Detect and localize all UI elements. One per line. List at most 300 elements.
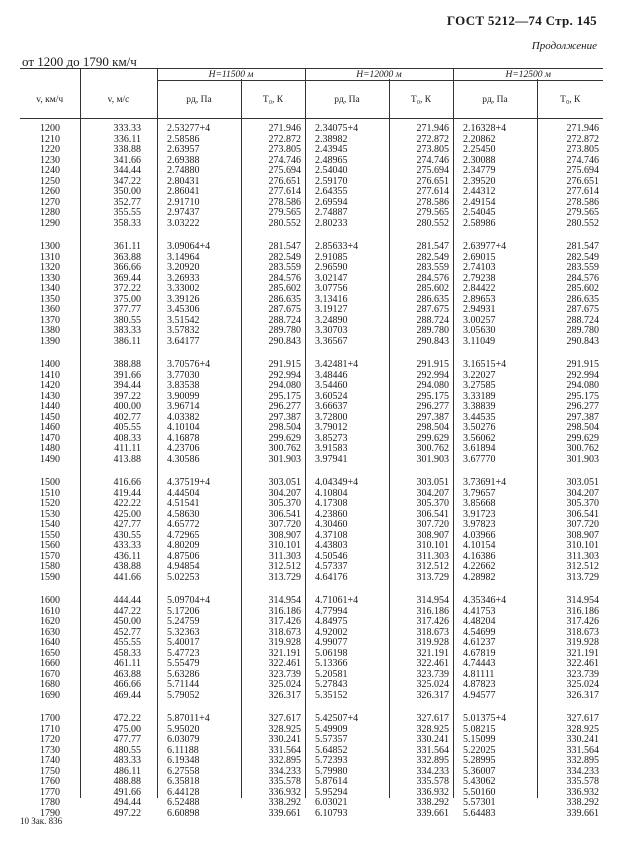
cell-pd: 3.97941 <box>315 453 348 465</box>
cell-pd: 2.54045 <box>463 207 496 218</box>
cell-t0: 288.724 <box>416 314 449 326</box>
cell-pd: 5.09704+4 <box>167 595 211 606</box>
cell-v-ms: 411.11 <box>114 443 141 454</box>
cell-t0: 336.932 <box>566 786 599 798</box>
cell-v-kmh: 1360 <box>40 304 60 315</box>
cell-t0: 291.915 <box>268 359 301 370</box>
cell-pd: 5.27843 <box>315 679 348 690</box>
table-row <box>20 520 603 531</box>
col-t0-3: T₀, К <box>537 81 603 120</box>
cell-pd: 4.23706 <box>167 443 200 454</box>
cell-v-ms: 438.88 <box>113 561 141 572</box>
cell-pd: 5.15099 <box>463 734 496 745</box>
cell-pd: 3.22027 <box>463 369 496 381</box>
cell-pd: 3.42481+4 <box>315 359 359 370</box>
cell-pd: 4.37108 <box>315 529 348 541</box>
cell-pd: 3.90099 <box>167 390 200 402</box>
group-h12000: H=12000 м <box>305 69 453 81</box>
cell-t0: 305.370 <box>566 498 599 509</box>
speed-range-label: от 1200 до 1790 км/ч <box>22 54 137 69</box>
cell-v-ms: 383.33 <box>113 325 141 336</box>
cell-pd: 4.50546 <box>315 550 348 562</box>
cell-pd: 3.77030 <box>167 369 200 381</box>
cell-t0: 298.504 <box>566 422 599 433</box>
cell-v-kmh: 1350 <box>40 293 60 305</box>
cell-t0: 325.024 <box>416 679 449 690</box>
cell-pd: 4.22662 <box>463 561 496 572</box>
cell-v-kmh: 1670 <box>40 668 60 680</box>
col-v-ms: v, м/с <box>80 81 157 120</box>
cell-pd: 4.65772 <box>167 519 200 530</box>
cell-t0: 301.903 <box>416 453 449 465</box>
cell-t0: 274.746 <box>566 154 599 166</box>
cell-pd: 3.96714 <box>167 401 200 412</box>
cell-pd: 6.35818 <box>167 776 200 787</box>
table-row <box>20 423 603 434</box>
cell-t0: 271.946 <box>268 123 301 134</box>
cell-t0: 276.651 <box>268 175 301 187</box>
cell-t0: 284.576 <box>566 272 599 284</box>
table-row <box>20 392 603 403</box>
cell-pd: 6.11188 <box>167 744 199 756</box>
cell-v-ms: 336.11 <box>113 133 141 145</box>
table-row <box>20 638 603 649</box>
cell-t0: 288.724 <box>268 314 301 326</box>
cell-pd: 4.94854 <box>167 561 200 572</box>
cell-v-kmh: 1230 <box>40 154 60 166</box>
cell-t0: 298.504 <box>268 422 301 433</box>
table-body <box>20 124 603 819</box>
cell-v-kmh: 1400 <box>40 359 60 370</box>
cell-t0: 296.277 <box>268 401 301 412</box>
cell-pd: 2.85633+4 <box>315 241 359 252</box>
cell-pd: 3.20920 <box>167 262 200 273</box>
cell-t0: 300.762 <box>416 443 449 454</box>
table-row <box>20 735 603 746</box>
cell-t0: 332.895 <box>416 755 449 766</box>
cell-v-ms: 425.00 <box>113 508 141 520</box>
cell-pd: 2.69594 <box>315 196 348 208</box>
cell-v-ms: 391.66 <box>113 369 141 381</box>
cell-t0: 280.552 <box>566 217 599 229</box>
cell-t0: 272.872 <box>268 133 301 145</box>
table-row <box>20 263 603 274</box>
cell-pd: 2.97437 <box>167 207 200 218</box>
block-gap <box>20 229 603 242</box>
cell-pd: 5.02253 <box>167 571 200 583</box>
cell-pd: 2.91710 <box>167 196 200 208</box>
cell-pd: 3.05630 <box>463 325 496 336</box>
cell-v-ms: 352.77 <box>113 196 141 208</box>
cell-t0: 297.387 <box>416 411 449 423</box>
cell-t0: 290.843 <box>566 335 599 347</box>
cell-v-ms: 347.22 <box>113 175 141 187</box>
cell-t0: 326.317 <box>566 689 599 701</box>
cell-v-kmh: 1620 <box>40 616 60 627</box>
cell-t0: 321.191 <box>566 647 599 659</box>
cell-pd: 5.20581 <box>315 668 348 680</box>
cell-v-kmh: 1510 <box>40 487 60 499</box>
cell-pd: 4.16878 <box>167 432 200 444</box>
cell-pd: 5.71144 <box>167 679 200 690</box>
cell-v-kmh: 1260 <box>40 186 60 197</box>
cell-pd: 3.45306 <box>167 304 200 315</box>
cell-v-ms: 388.88 <box>113 359 141 370</box>
cell-pd: 4.74443 <box>463 658 496 669</box>
cell-v-ms: 436.11 <box>113 550 141 562</box>
cell-v-ms: 444.44 <box>113 595 141 606</box>
cell-pd: 4.72965 <box>167 529 200 541</box>
cell-pd: 4.03966 <box>463 529 496 541</box>
cell-v-ms: 341.66 <box>113 154 141 166</box>
page-number: Стр. 145 <box>545 13 597 28</box>
block-gap <box>20 701 603 714</box>
cell-v-kmh: 1600 <box>40 595 60 606</box>
cell-v-kmh: 1390 <box>40 335 60 347</box>
cell-t0: 299.629 <box>566 432 599 444</box>
table-row <box>20 156 603 167</box>
cell-t0: 285.602 <box>268 283 301 294</box>
cell-v-kmh: 1590 <box>40 571 60 583</box>
cell-t0: 313.729 <box>268 571 301 583</box>
cell-t0: 291.915 <box>416 359 449 370</box>
cell-t0: 296.277 <box>566 401 599 412</box>
cell-pd: 5.32363 <box>167 626 200 638</box>
cell-pd: 4.35346+4 <box>463 595 507 606</box>
cell-pd: 4.81111 <box>463 668 495 680</box>
cell-pd: 3.72800 <box>315 411 348 423</box>
cell-v-kmh: 1270 <box>40 196 60 208</box>
table-row <box>20 455 603 466</box>
cell-t0: 295.175 <box>416 390 449 402</box>
cell-pd: 5.06198 <box>315 647 348 659</box>
cell-pd: 3.97823 <box>463 519 496 530</box>
cell-v-kmh: 1770 <box>40 786 60 798</box>
cell-v-ms: 377.77 <box>113 304 141 315</box>
table-block <box>20 478 603 583</box>
cell-v-kmh: 1320 <box>40 262 60 273</box>
cell-t0: 306.541 <box>268 508 301 520</box>
cell-v-ms: 491.66 <box>113 786 141 798</box>
cell-v-kmh: 1750 <box>40 765 60 777</box>
table-row <box>20 489 603 500</box>
cell-t0: 316.186 <box>566 605 599 617</box>
cell-t0: 290.843 <box>268 335 301 347</box>
table-row <box>20 691 603 702</box>
cell-v-ms: 422.22 <box>113 498 141 509</box>
cell-t0: 273.805 <box>416 144 449 155</box>
cell-t0: 288.724 <box>566 314 599 326</box>
cell-v-ms: 369.44 <box>113 272 141 284</box>
cell-t0: 301.903 <box>566 453 599 465</box>
cell-t0: 311.303 <box>416 550 449 562</box>
cell-pd: 3.70576+4 <box>167 359 211 370</box>
cell-pd: 2.34779 <box>463 165 496 176</box>
cell-v-kmh: 1450 <box>40 411 60 423</box>
cell-t0: 311.303 <box>566 550 599 562</box>
cell-pd: 5.17206 <box>167 605 200 617</box>
cell-pd: 4.48204 <box>463 616 496 627</box>
cell-pd: 3.14964 <box>167 251 200 263</box>
cell-pd: 2.80233 <box>315 217 348 229</box>
cell-v-ms: 355.55 <box>113 207 141 218</box>
cell-pd: 3.54460 <box>315 380 348 391</box>
cell-v-ms: 400.00 <box>113 401 141 412</box>
cell-v-ms: 433.33 <box>113 540 141 551</box>
cell-pd: 6.03079 <box>167 734 200 745</box>
cell-v-ms: 458.33 <box>113 647 141 659</box>
cell-t0: 331.564 <box>566 744 599 756</box>
table-row <box>20 166 603 177</box>
cell-v-kmh: 1700 <box>40 713 60 724</box>
cell-t0: 298.504 <box>416 422 449 433</box>
cell-v-kmh: 1370 <box>40 314 60 326</box>
table-row <box>20 124 603 135</box>
cell-t0: 314.954 <box>566 595 599 606</box>
table-row <box>20 187 603 198</box>
cell-t0: 279.565 <box>416 207 449 218</box>
cell-t0: 304.207 <box>416 487 449 499</box>
cell-v-kmh: 1200 <box>40 123 60 134</box>
continuation-label: Продолжение <box>531 40 597 52</box>
cell-t0: 289.780 <box>268 325 301 336</box>
cell-pd: 2.44312 <box>463 186 496 197</box>
table-row <box>20 562 603 573</box>
cell-t0: 339.661 <box>268 807 301 819</box>
cell-t0: 277.614 <box>268 186 301 197</box>
cell-v-ms: 358.33 <box>113 217 141 229</box>
cell-pd: 3.66637 <box>315 401 348 412</box>
table-row <box>20 531 603 542</box>
cell-pd: 2.79238 <box>463 272 496 284</box>
cell-v-ms: 472.22 <box>113 713 141 724</box>
cell-t0: 310.101 <box>566 540 599 551</box>
cell-pd: 3.07756 <box>315 283 348 294</box>
cell-pd: 2.34075+4 <box>315 123 359 134</box>
cell-v-kmh: 1340 <box>40 283 60 294</box>
table-row <box>20 360 603 371</box>
table-row <box>20 809 603 820</box>
cell-v-ms: 372.22 <box>113 283 141 294</box>
cell-t0: 292.994 <box>268 369 301 381</box>
cell-t0: 317.426 <box>566 616 599 627</box>
cell-t0: 276.651 <box>566 175 599 187</box>
cell-t0: 282.549 <box>268 251 301 263</box>
cell-t0: 306.541 <box>566 508 599 520</box>
cell-t0: 318.673 <box>566 626 599 638</box>
cell-t0: 339.661 <box>416 807 449 819</box>
table-block <box>20 714 603 819</box>
cell-v-ms: 380.55 <box>113 314 141 326</box>
cell-pd: 3.16515+4 <box>463 359 507 370</box>
cell-t0: 328.925 <box>566 723 599 735</box>
cell-v-ms: 419.44 <box>113 487 141 499</box>
cell-pd: 5.08215 <box>463 723 496 735</box>
cell-v-kmh: 1240 <box>40 165 60 176</box>
cell-t0: 311.303 <box>268 550 301 562</box>
table-row <box>20 371 603 382</box>
cell-pd: 3.36567 <box>315 335 348 347</box>
cell-v-ms: 447.22 <box>113 605 141 617</box>
cell-v-ms: 413.88 <box>113 453 141 465</box>
cell-pd: 2.64355 <box>315 186 348 197</box>
cell-v-ms: 463.88 <box>113 668 141 680</box>
cell-t0: 285.602 <box>566 283 599 294</box>
cell-t0: 325.024 <box>566 679 599 690</box>
cell-t0: 289.780 <box>416 325 449 336</box>
cell-pd: 5.01375+4 <box>463 713 507 724</box>
cell-t0: 284.576 <box>268 272 301 284</box>
table-header <box>20 68 603 119</box>
cell-t0: 330.241 <box>416 734 449 745</box>
cell-t0: 314.954 <box>268 595 301 606</box>
cell-v-kmh: 1520 <box>40 498 60 509</box>
cell-pd: 3.85273 <box>315 432 348 444</box>
cell-v-kmh: 1720 <box>40 734 60 745</box>
cell-pd: 5.50160 <box>463 786 496 798</box>
cell-t0: 336.932 <box>416 786 449 798</box>
table-block <box>20 124 603 229</box>
cell-t0: 273.805 <box>268 144 301 155</box>
cell-v-ms: 455.55 <box>113 637 141 648</box>
cell-t0: 318.673 <box>268 626 301 638</box>
cell-t0: 286.635 <box>268 293 301 305</box>
cell-t0: 321.191 <box>268 647 301 659</box>
cell-pd: 3.13416 <box>315 293 348 305</box>
table-row <box>20 295 603 306</box>
cell-t0: 310.101 <box>416 540 449 551</box>
cell-v-ms: 375.00 <box>113 293 141 305</box>
cell-pd: 4.10154 <box>463 540 496 551</box>
cell-pd: 6.10793 <box>315 807 348 819</box>
cell-t0: 278.586 <box>268 196 301 208</box>
cell-t0: 291.915 <box>566 359 599 370</box>
cell-t0: 303.051 <box>416 477 449 488</box>
cell-t0: 326.317 <box>416 689 449 701</box>
block-gap <box>20 583 603 596</box>
cell-pd: 3.27585 <box>463 380 496 391</box>
cell-t0: 282.549 <box>416 251 449 263</box>
cell-v-kmh: 1250 <box>40 175 60 187</box>
cell-t0: 285.602 <box>416 283 449 294</box>
cell-t0: 297.387 <box>268 411 301 423</box>
cell-v-kmh: 1210 <box>40 133 60 145</box>
cell-t0: 336.932 <box>268 786 301 798</box>
table-row <box>20 177 603 188</box>
cell-pd: 3.64177 <box>167 335 200 347</box>
cell-t0: 297.387 <box>566 411 599 423</box>
cell-t0: 325.024 <box>268 679 301 690</box>
table-row <box>20 617 603 628</box>
cell-pd: 5.95020 <box>167 723 200 735</box>
cell-v-ms: 461.11 <box>113 658 141 669</box>
cell-t0: 312.512 <box>566 561 599 572</box>
cell-t0: 295.175 <box>566 390 599 402</box>
cell-pd: 4.17308 <box>315 498 348 509</box>
cell-t0: 327.617 <box>566 713 599 724</box>
cell-t0: 330.241 <box>268 734 301 745</box>
cell-t0: 308.907 <box>416 529 449 541</box>
cell-pd: 2.38982 <box>315 133 348 145</box>
cell-t0: 272.872 <box>416 133 449 145</box>
cell-pd: 5.28995 <box>463 755 496 766</box>
cell-v-kmh: 1740 <box>40 755 60 766</box>
group-h12500: H=12500 м <box>453 69 603 81</box>
cell-t0: 335.578 <box>416 776 449 787</box>
cell-pd: 2.86041 <box>167 186 200 197</box>
cell-t0: 307.720 <box>416 519 449 530</box>
cell-pd: 3.00257 <box>463 314 496 326</box>
table-row <box>20 788 603 799</box>
cell-t0: 287.675 <box>268 304 301 315</box>
cell-t0: 296.277 <box>416 401 449 412</box>
cell-pd: 4.58630 <box>167 508 200 520</box>
cell-v-kmh: 1300 <box>40 241 60 252</box>
cell-pd: 4.10804 <box>315 487 348 499</box>
cell-t0: 312.512 <box>268 561 301 572</box>
cell-t0: 323.739 <box>268 668 301 680</box>
cell-t0: 284.576 <box>416 272 449 284</box>
cell-pd: 3.02147 <box>315 272 348 284</box>
cell-v-ms: 416.66 <box>113 477 141 488</box>
cell-t0: 283.559 <box>268 262 301 273</box>
cell-t0: 306.541 <box>416 508 449 520</box>
cell-t0: 335.578 <box>268 776 301 787</box>
table-row <box>20 649 603 660</box>
cell-t0: 303.051 <box>268 477 301 488</box>
cell-t0: 308.907 <box>566 529 599 541</box>
cell-pd: 6.52488 <box>167 797 200 808</box>
cell-pd: 5.64483 <box>463 807 496 819</box>
cell-pd: 5.95294 <box>315 786 348 798</box>
cell-t0: 322.461 <box>416 658 449 669</box>
cell-t0: 326.317 <box>268 689 301 701</box>
cell-pd: 5.47723 <box>167 647 200 659</box>
table-row <box>20 402 603 413</box>
cell-pd: 4.28982 <box>463 571 496 583</box>
cell-v-ms: 363.88 <box>113 251 141 263</box>
cell-pd: 3.73691+4 <box>463 477 507 488</box>
cell-pd: 3.91583 <box>315 443 348 454</box>
cell-pd: 2.49154 <box>463 196 496 208</box>
col-pd-1: pд, Па <box>157 81 241 120</box>
group-h11500: H=11500 м <box>157 69 305 81</box>
cell-pd: 4.71061+4 <box>315 595 359 606</box>
cell-t0: 317.426 <box>268 616 301 627</box>
cell-pd: 2.74887 <box>315 207 348 218</box>
cell-t0: 308.907 <box>268 529 301 541</box>
cell-pd: 4.87506 <box>167 550 200 562</box>
cell-pd: 5.63286 <box>167 668 200 680</box>
cell-pd: 4.57337 <box>315 561 348 572</box>
cell-t0: 339.661 <box>566 807 599 819</box>
cell-t0: 327.617 <box>416 713 449 724</box>
cell-pd: 5.87614 <box>315 776 348 787</box>
cell-pd: 4.61237 <box>463 637 496 648</box>
cell-t0: 271.946 <box>416 123 449 134</box>
cell-t0: 313.729 <box>566 571 599 583</box>
cell-v-kmh: 1420 <box>40 380 60 391</box>
cell-pd: 2.89653 <box>463 293 496 305</box>
cell-pd: 4.41753 <box>463 605 496 617</box>
cell-v-ms: 397.22 <box>113 390 141 402</box>
table-block <box>20 242 603 347</box>
cell-v-ms: 408.33 <box>113 432 141 444</box>
cell-pd: 2.63957 <box>167 144 200 155</box>
cell-t0: 304.207 <box>268 487 301 499</box>
cell-t0: 300.762 <box>268 443 301 454</box>
table-row <box>20 444 603 455</box>
